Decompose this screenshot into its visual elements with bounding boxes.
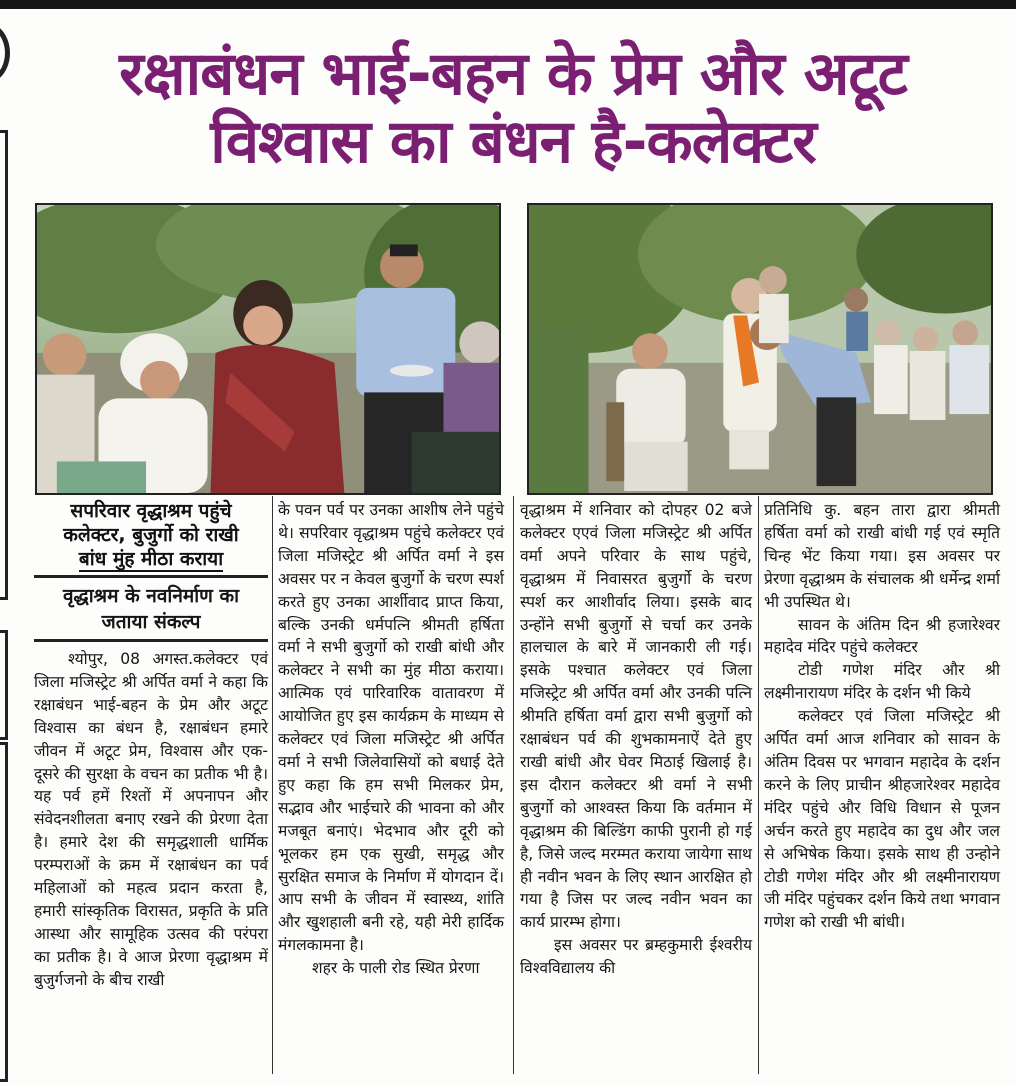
article-headline xyxy=(20,40,1006,176)
article-paragraph: प्रतिनिधि कु. बहन तारा द्वारा श्रीमती हर्षिता वर्मा को राखी बांधी गई एवं स्मृति चिन्ह भेंट किया गया। इस अवसर पर प्रेरणा वृद्धाश्रम के संचालक श्री धर्मेन्द्र शर्मा भी उपस्थित थे। xyxy=(764,501,1000,611)
top-border-rule xyxy=(0,0,1016,9)
article-paragraph: कलेक्टर एवं जिला मजिस्ट्रेट श्री अर्पित वर्मा आज शनिवार को सावन के अंतिम दिवस पर भगवान महादेव के दर्शन करने के लिए प्राचीन श्रीहजारेश्वर महादेव मंदिर पहुंचे और विधि विधान से पूजन अर्चन करते हुए महादेव का दुध और जल से अभिषेक किया। इसके साथ ही उन्होने टोडी गणेश मंदिर और श्री लक्ष्मीनारायण जी मंदिर पहुंचकर दर्शन किये तथा भगवान गणेश को राखी भी बांधी। xyxy=(764,707,1000,932)
subheadline-1-line-b: कलेक्टर, बुजुर्गो को राखी xyxy=(63,524,239,546)
column-divider xyxy=(513,496,514,1074)
column-divider xyxy=(272,496,273,1074)
adjacent-column-edge xyxy=(0,630,8,740)
article-paragraph: इस अवसर पर ब्रम्हकुमारी ईश्वरीय विश्वविद्यालय की xyxy=(520,936,752,978)
adjacent-column-edge xyxy=(0,742,8,1082)
article-paragraph: वृद्धाश्रम में शनिवार को दोपहर 02 बजे कलेक्टर एएवं जिला मजिस्ट्रेट श्री अर्पित वर्मा अपने परिवार के साथ पहुंचे, वृद्धाश्रम में निवासरत बुजुर्गो के चरण स्पर्श कर आशीर्वाद लिया। इसके बाद उन्होंने सभी बुजुर्गो से चर्चा कर उनके हालचाल के बारे में जानकारी ली गई। इसके पश्चात कलेक्टर एवं जिला मजिस्ट्रेट श्री अर्पित वर्मा और उनकी पत्नि श्रीमति हर्षिता वर्मा द्वारा सभी बुजुर्गो को रक्षाबंधन पर्व की शुभकामनाऐं देते हुए राखी बांधी और घेवर मिठाई खिलाई है। इस दौरान कलेक्टर श्री वर्मा ने सभी बुजुर्गो को आश्वस्त किया कि वर्तमान में वृद्धाश्रम की बिल्डिंग काफी पुरानी हो गई है, जिसे जल्द मरम्मत कराया जायेगा साथ ही नवीन भवन के लिए स्थान आरक्षित हो गया है जिस पर जल्द नवीन भवन का कार्य प्रारम्भ होगा। xyxy=(520,501,752,932)
subheadline-2 xyxy=(34,583,268,635)
section-heading: सावन के अंतिम दिन श्री हजारेश्वर महादेव मंदिर पहुंचे कलेक्टर xyxy=(764,615,1000,657)
subheadline-1-line-a: सपरिवार वृद्धाश्रम पहुंचे xyxy=(70,500,232,522)
article-column-2 xyxy=(278,499,504,980)
photo-collector-wife-tying-rakhi xyxy=(35,203,501,495)
article-column-1 xyxy=(34,499,268,992)
subheadline-rule xyxy=(34,639,268,642)
adjacent-column-edge xyxy=(0,22,10,84)
article-paragraph: श्योपुर, 08 अगस्त.कलेक्टर एवं जिला मजिस्ट्रेट श्री अर्पित वर्मा ने कहा कि रक्षाबंधन भाई-बहन के प्रेम और अटूट विश्वास का बंधन है, रक्षाबंधन हमारे जीवन में अटूट प्रेम, विश्वास और एक-दूसरे की सुरक्षा के वचन का प्रतीक भी है। यह पर्व हमें रिश्तों में अपनापन और संवेदनशीलता बनाए रखने की प्रेरणा देता है। हमारे देश की समृद्धशाली धार्मिक परम्पराओं के क्रम में रक्षाबंधन का पर्व महिलाओं को महत्व प्रदान करता है, हमारी सांस्कृतिक विरासत, प्रकृति के प्रति आस्था और सामूहिक उत्सव की परंपरा का प्रतीक है। वे आज प्रेरणा वृद्धाश्रम में बुजुर्गजनो के बीच राखी xyxy=(34,650,268,989)
article-paragraph: के पवन पर्व पर उनका आशीष लेने पहुंचे थे। सपरिवार वृद्धाश्रम पहुंचे कलेक्टर एवं जिला मजिस्ट्रेट श्री अर्पित वर्मा ने इस अवसर पर न केवल बुजुर्गो के चरण स्पर्श करते हुए उनका आर्शीवाद प्राप्त किया, बल्कि उनकी धर्मपत्नि श्रीमती हर्षिता वर्मा ने सभी बुजुर्गो को राखी बांधी और कलेक्टर ने सभी का मुंह मीठा कराया। आत्मिक एवं पारिवारिक वातावरण में आयोजित हुए इस कार्यक्रम के माध्यम से कलेक्टर एवं जिला मजिस्ट्रेट श्री अर्पित वर्मा ने सभी जिलेवासियों को बधाई देते हुए कहा कि हम सभी मिलकर प्रेम, सद्भाव और भाईचारे की भावना को और मजबूत बनाएं। भेदभाव और दूरी को भूलकर हम एक सुखी, समृद्ध और सुरक्षित समाज के निर्माण में योगदान दें। आप सभी के जीवन में स्वास्थ्य, शांति और खुशहाली बनी रहे, यही मेरी हार्दिक मंगलकामना है। xyxy=(278,501,504,955)
article-column-4 xyxy=(764,499,1000,934)
subheadline-2-line-b: जताया संकल्प xyxy=(101,611,201,633)
column-divider xyxy=(758,496,759,1074)
headline-line-1: रक्षाबंधन भाई-बहन के प्रेम और अटूट xyxy=(119,39,907,109)
subheadline-rule xyxy=(34,575,268,578)
section-heading: टोडी गणेश मंदिर और श्री लक्ष्मीनारायण मंदिर के दर्शन भी किये xyxy=(764,661,1000,703)
subheadline-2-line-a: वृद्धाश्रम के नवनिर्माण का xyxy=(62,585,240,607)
article-paragraph: शहर के पाली रोड स्थित प्रेरणा xyxy=(312,959,480,978)
headline-line-2: विश्वास का बंधन है-कलेक्टर xyxy=(210,107,816,177)
subheadline-1-line-c: बांध मुंह मीठा कराया xyxy=(78,548,224,570)
subheadline-1 xyxy=(34,499,268,571)
article-column-3 xyxy=(520,499,752,980)
photo-collector-greeting-elders xyxy=(527,203,993,495)
adjacent-column-edge xyxy=(0,130,8,600)
